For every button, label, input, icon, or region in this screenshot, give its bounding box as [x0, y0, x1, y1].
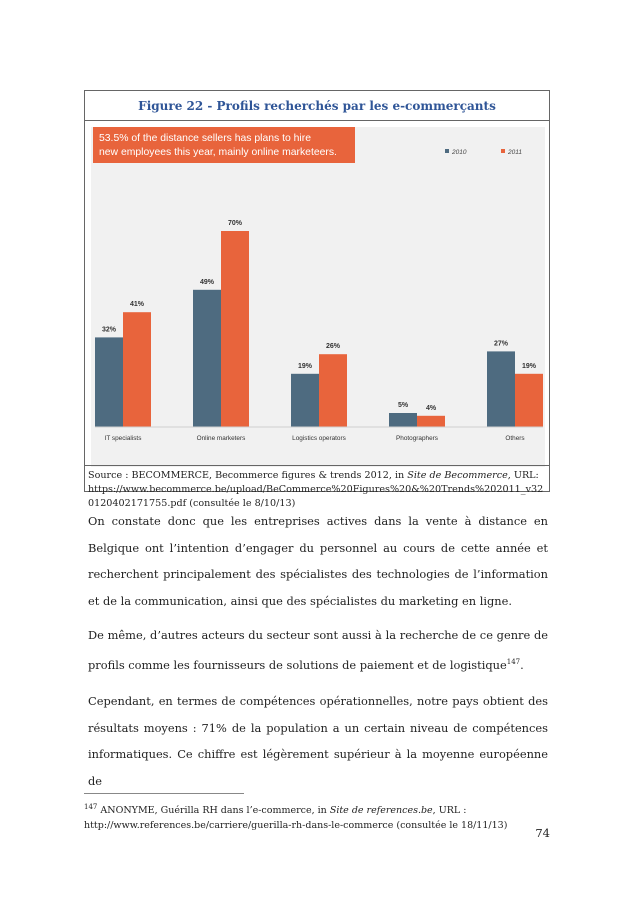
- legend-swatch-2010: [445, 149, 449, 153]
- x-tick-label-3: Photographers: [396, 435, 438, 442]
- x-tick-label-0: IT specialists: [104, 435, 142, 442]
- figure-title: Figure 22 - Profils recherchés par les e-commerçants: [85, 91, 549, 121]
- value-label-2011-4: 19%: [521, 362, 537, 370]
- legend-swatch-2011: [501, 149, 505, 153]
- source-suffix: (consultée le 8/10/13): [186, 498, 296, 509]
- legend-label-2010: 2010: [452, 149, 467, 156]
- value-label-2011-3: 4%: [425, 404, 437, 412]
- bar-chart: [91, 127, 545, 467]
- bar-2010-1: [193, 290, 221, 427]
- value-label-2010-3: 5%: [397, 402, 409, 409]
- x-tick-label-2: Logistics operators: [292, 435, 346, 442]
- footnote-text-prefix: ANONYME, Guérilla RH dans l’e-commerce, in: [100, 805, 330, 817]
- bar-2010-0: [95, 337, 123, 427]
- bar-2010-3: [389, 413, 417, 427]
- x-tick-label-4: Others: [505, 435, 525, 442]
- value-label-2010-1: 49%: [199, 278, 215, 286]
- footnote-divider: [84, 793, 244, 794]
- figure-box: [84, 90, 550, 509]
- footnote-reference[interactable]: 147: [506, 657, 521, 666]
- legend-label-2011: 2011: [508, 149, 522, 156]
- paragraph-2-text: De même, d’autres acteurs du secteur sont aussi à la recherche de ce genre de profils comme les fournisseurs de solutions de paiement et de logistique: [88, 628, 548, 672]
- footnote-text-mid: , URL :: [432, 805, 467, 817]
- page-number: 74: [535, 826, 550, 840]
- bar-2011-4: [515, 374, 543, 427]
- footnote-number: 147: [84, 803, 98, 811]
- chart-banner-text-line-1: 53.5% of the distance sellers has plans to hire: [99, 133, 311, 144]
- figure-source: [85, 465, 549, 511]
- footnote-site: Site de references.be: [329, 805, 433, 817]
- source-url[interactable]: https://www.becommerce.be/upload/BeCommerce%20Figures%20&%20Trends%202011_v320120402171755.pdf: [88, 484, 544, 509]
- chart-banner-text-line-2: new employees this year, mainly online marketeers.: [99, 147, 337, 158]
- value-label-2010-4: 27%: [493, 340, 509, 348]
- source-site: Site de Becommerce: [407, 470, 508, 481]
- bar-2011-0: [123, 312, 151, 427]
- value-label-2011-2: 26%: [325, 343, 341, 351]
- footnote-url[interactable]: http://www.references.be/carriere/guerilla-rh-dans-le-commerce (consultée le 18/11/13): [84, 820, 508, 832]
- bar-2011-1: [221, 231, 249, 427]
- source-mid: , URL:: [507, 470, 539, 481]
- x-tick-label-1: Online marketers: [196, 435, 246, 442]
- bar-2011-2: [319, 354, 347, 427]
- footnote: [84, 800, 554, 833]
- bar-2011-3: [417, 416, 445, 427]
- source-prefix: Source : BECOMMERCE, Becommerce figures & trends 2012, in: [88, 470, 408, 481]
- bar-2010-4: [487, 351, 515, 427]
- value-label-2011-1: 70%: [227, 220, 243, 227]
- paragraph-1: On constate donc que les entreprises actives dans la vente à distance en Belgique ont l’intention d’engager du personnel au cours de cette année et recherchent principalement des spécialistes des technologies de l’information et de la communication, ainsi que des spécialistes du marketing en ligne.: [88, 514, 548, 608]
- bar-2010-2: [291, 374, 319, 427]
- value-label-2011-0: 41%: [129, 301, 145, 309]
- paragraph-2: De même, d’autres acteurs du secteur sont aussi à la recherche de ce genre de profils comme les fournisseurs de solutions de paiement et de logistique$^{147}$.: [88, 628, 548, 672]
- value-label-2010-2: 19%: [297, 362, 313, 370]
- paragraph-3: Cependant, en termes de compétences opérationnelles, notre pays obtient des résultats moyens : 71% de la population a un certain niveau de compétences informatiques. Ce chiffre est légèrement supérieur à la moyenne européenne de: [88, 694, 548, 788]
- value-label-2010-0: 32%: [101, 326, 117, 334]
